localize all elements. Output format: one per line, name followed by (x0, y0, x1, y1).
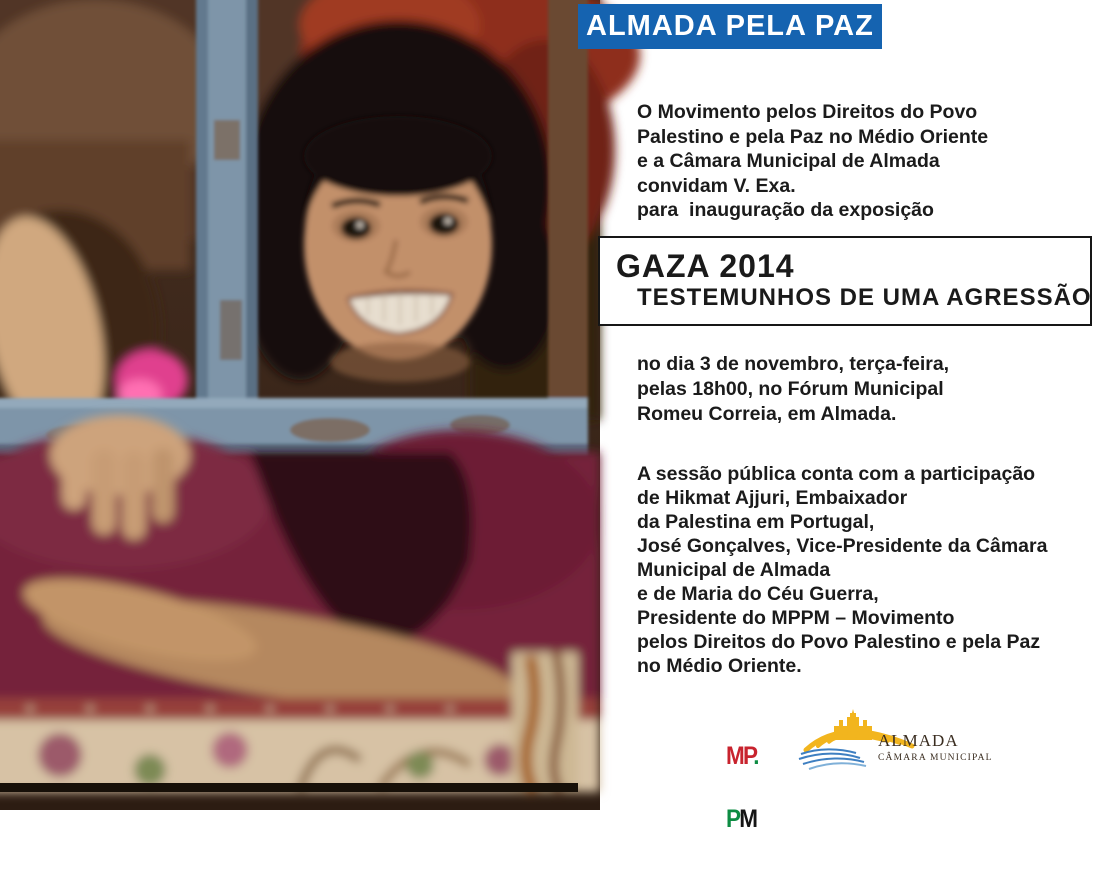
event-line: Romeu Correia, em Almada. (637, 403, 897, 425)
almada-pela-paz-banner (578, 4, 882, 49)
participation-line: A sessão pública conta com a participação (637, 463, 1036, 485)
almada-logo-subtitle: CÂMARA MUNICIPAL (878, 753, 993, 763)
event-line: no dia 3 de novembro, terça-feira, (637, 353, 950, 375)
intro-line: e a Câmara Municipal de Almada (637, 150, 940, 172)
participation-line: de Hikmat Ajjuri, Embaixador (637, 487, 908, 509)
mppm-letter-p: P (742, 742, 754, 770)
photo-child-behind-bars (0, 0, 578, 792)
photo-lower (0, 415, 600, 792)
participation-line: e de Maria do Céu Guerra, (637, 583, 879, 605)
almada-waves-icon (799, 749, 866, 769)
exhibition-subtitle: TESTEMUNHOS DE UMA AGRESSÃO (637, 284, 1092, 311)
banner-label: ALMADA PELA PAZ (586, 10, 874, 42)
participation-line: Municipal de Almada (637, 559, 831, 581)
exhibition-title-box (598, 236, 1092, 326)
mppm-logo (726, 704, 758, 872)
participation-line: pelos Direitos do Povo Palestino e pela Paz (637, 631, 1041, 653)
mppm-letter-m: M (726, 742, 743, 770)
participation-line: da Palestina em Portugal, (637, 511, 875, 533)
almada-logo-name: ALMADA (878, 731, 959, 750)
exhibition-title: GAZA 2014 (616, 248, 795, 284)
mppm-logo-row-top (726, 742, 758, 770)
participation-line: no Médio Oriente. (637, 655, 802, 677)
intro-paragraph (637, 100, 988, 223)
event-line: pelas 18h00, no Fórum Municipal (637, 378, 944, 400)
almada-camara-municipal-logo (796, 700, 991, 778)
participation-line: Presidente do MPPM – Movimento (637, 607, 955, 629)
participation-paragraph (637, 462, 1047, 678)
mppm-letter-m2: M (739, 805, 757, 833)
participation-line: José Gonçalves, Vice-Presidente da Câmara (637, 535, 1048, 557)
mppm-letter-p2: P (726, 805, 740, 833)
intro-line: O Movimento pelos Direitos do Povo (637, 101, 978, 123)
mppm-logo-row-bottom (726, 805, 758, 833)
intro-line: Palestino e pela Paz no Médio Oriente (637, 125, 989, 148)
intro-line: para inauguração da exposição (637, 199, 934, 221)
event-details-paragraph (637, 352, 949, 427)
intro-line: convidam V. Exa. (637, 174, 796, 197)
mppm-dot: . (753, 742, 758, 770)
photo-bottom-edge (0, 783, 578, 792)
